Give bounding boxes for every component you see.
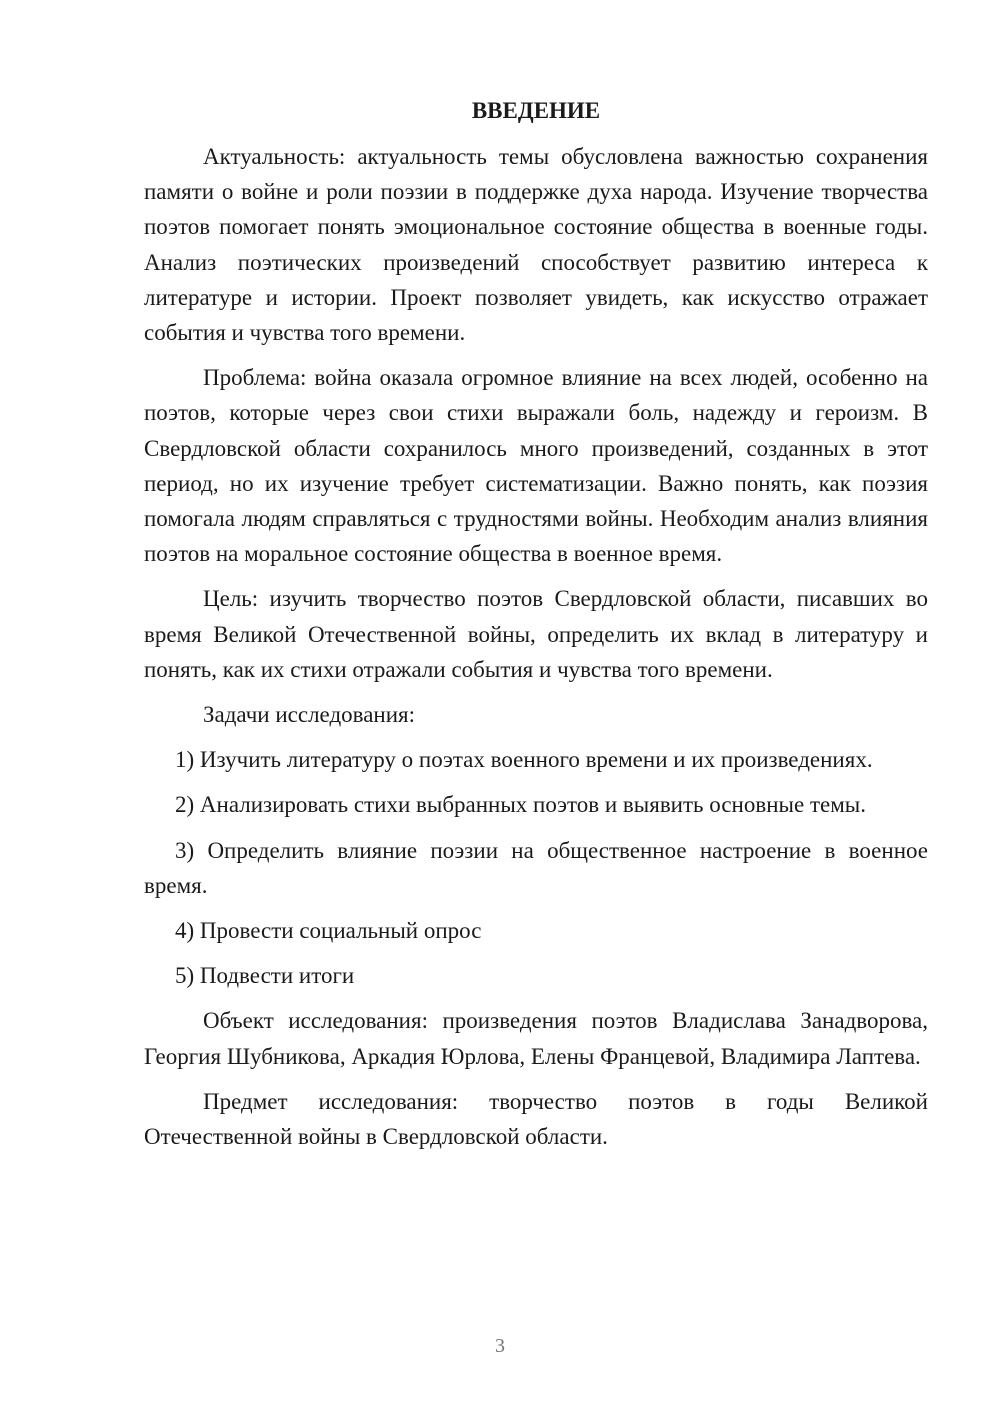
paragraph-subject: Предмет исследования: творчество поэтов в годы Великой Отечественной войны в Свердловской области. bbox=[144, 1088, 928, 1150]
task-item-4: 4) Провести социальный опрос bbox=[175, 918, 482, 944]
page-number: 3 bbox=[495, 1335, 505, 1357]
tasks-heading: Задачи исследования: bbox=[203, 702, 416, 728]
page-content bbox=[144, 96, 928, 1164]
section-title: ВВЕДЕНИЕ bbox=[471, 98, 601, 123]
paragraph-problem: Проблема: война оказала огромное влияние на всех людей, особенно на поэтов, которые через свои стихи выражали боль, надежду и героизм. В Свердловской области сохранилось много произведений, созданных в этот период, но их изучение требует систематизации. Важно понять, как поэзия помогала людям справляться с трудностями войны. Необходим анализ влияния поэтов на моральное состояние общества в военное время. bbox=[144, 365, 928, 567]
task-item-2: 2) Анализировать стихи выбранных поэтов и выявить основные темы. bbox=[175, 792, 866, 818]
task-item-1: 1) Изучить литературу о поэтах военного времени и их произведениях. bbox=[175, 747, 873, 773]
paragraph-relevance: Актуальность: актуальность темы обусловлена важностью сохранения памяти о войне и роли поэзии в поддержке духа народа. Изучение творчества поэтов помогает понять эмоциональное состояние общества в военные годы. Анализ поэтических произведений способствует развитию интереса к литературе и истории. Проект позволяет увидеть, как искусство отражает события и чувства того времени. bbox=[144, 144, 928, 346]
paragraph-object: Объект исследования: произведения поэтов Владислава Занадворова, Георгия Шубникова, Аркадия Юрлова, Елены Францевой, Владимира Лаптева. bbox=[144, 1008, 928, 1069]
paragraph-goal: Цель: изучить творчество поэтов Свердловской области, писавших во время Великой Отечественной войны, определить их вклад в литературу и понять, как их стихи отражали события и чувства того времени. bbox=[144, 586, 928, 682]
task-item-3: 3) Определить влияние поэзии на общественное настроение в военное время. bbox=[144, 837, 928, 898]
task-item-5: 5) Подвести итоги bbox=[175, 963, 355, 989]
